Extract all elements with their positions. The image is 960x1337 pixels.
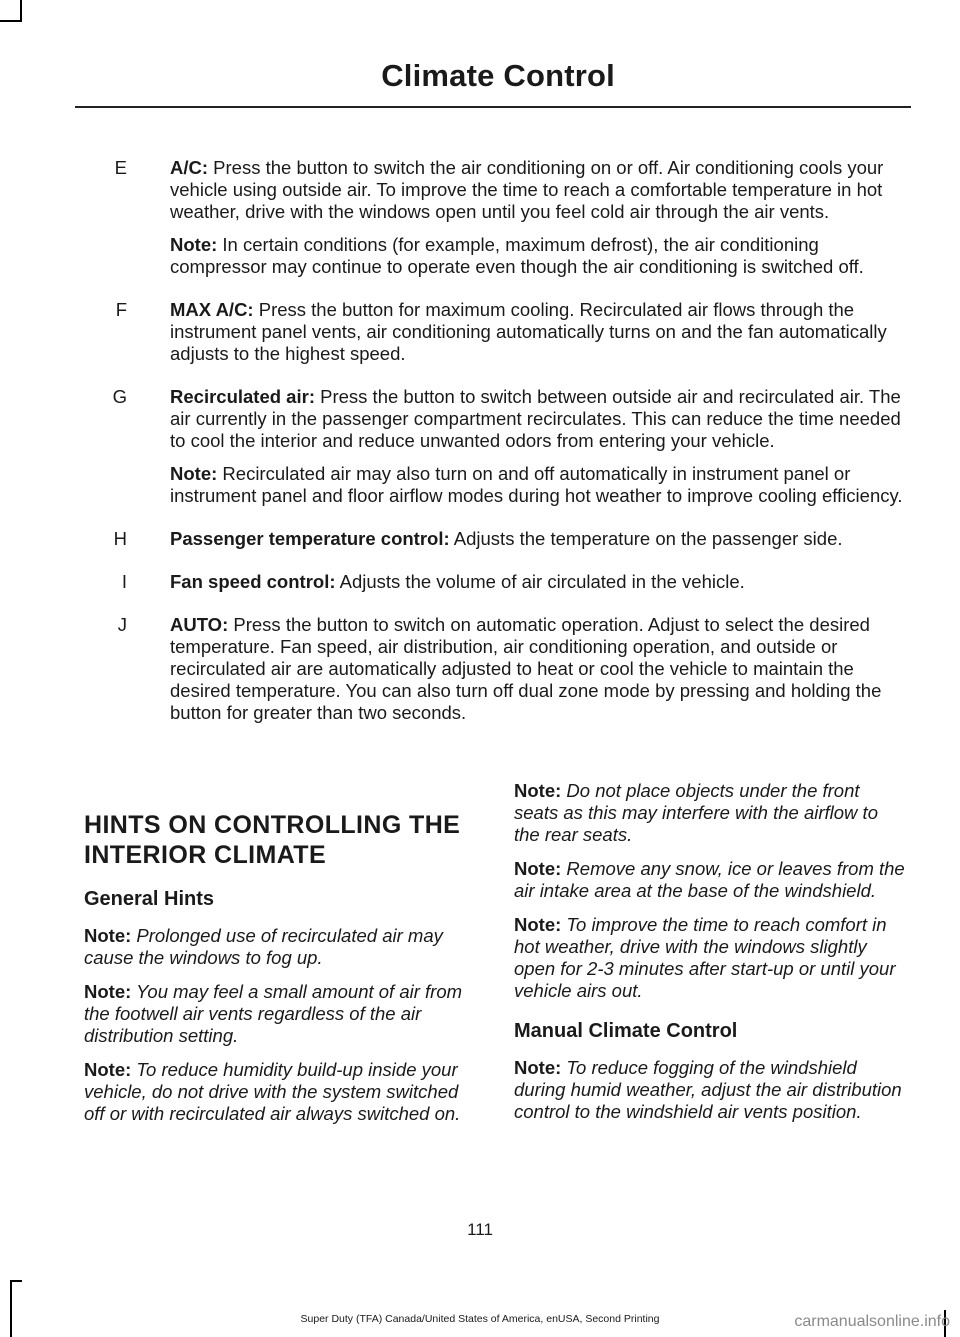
hint-note: Note: Prolonged use of recirculated air may cause the windows to fog up. <box>84 925 443 968</box>
watermark: carmanualsonline.info <box>794 1313 950 1330</box>
page-title: Climate Control <box>381 58 615 93</box>
item-letter: H <box>113 528 127 549</box>
list-item <box>84 528 904 561</box>
hint-note: Note: To reduce humidity build-up inside your vehicle, do not drive with the system switched off or with recirculated air always switched on. <box>84 1059 461 1124</box>
crop-mark-top-left <box>0 20 22 22</box>
item-paragraph: A/C: Press the button to switch the air conditioning on or off. Air conditioning cools your vehicle using outside air. To improve the time to reach a comfortable temperature in hot weather, drive with the windows open until you feel cold air through the air vents. <box>170 157 884 222</box>
footer-text: Super Duty (TFA) Canada/United States of America, enUSA, Second Printing <box>300 1313 660 1325</box>
section-heading: HINTS ON CONTROLLING THE INTERIOR CLIMATE <box>84 811 461 869</box>
header-divider <box>75 106 911 108</box>
hint-note: Note: Remove any snow, ice or leaves from the air intake area at the base of the windshield. <box>514 858 905 901</box>
crop-mark-bottom-left <box>10 1280 22 1282</box>
item-letter: I <box>121 571 127 592</box>
list-item <box>84 386 904 518</box>
item-paragraph: AUTO: Press the button to switch on automatic operation. Adjust to select the desired temperature. Fan speed, air distribution, air conditioning operation, and outside or recirculated air are automatically adjusted to heat or cool the vehicle to maintain the desired temperature. You can also turn off dual zone mode by pressing and holding the button for greater than two seconds. <box>170 614 882 723</box>
item-paragraph: Passenger temperature control: Adjusts the temperature on the passenger side. <box>170 528 843 549</box>
item-letter: E <box>114 157 127 178</box>
item-note: Note: In certain conditions (for example, maximum defrost), the air conditioning compressor may continue to operate even though the air conditioning is switched off. <box>170 234 864 277</box>
list-item <box>84 157 904 289</box>
item-letter: G <box>112 386 127 407</box>
left-column <box>84 780 476 1137</box>
crop-mark-bottom-left <box>10 1280 12 1337</box>
subheading-manual-climate-control: Manual Climate Control <box>514 1020 738 1042</box>
item-paragraph: MAX A/C: Press the button for maximum cooling. Recirculated air flows through the instrument panel vents, air conditioning automatically turns on and the fan automatically adjusts to the highest speed. <box>170 299 887 364</box>
hint-note: Note: To improve the time to reach comfort in hot weather, drive with the windows slightly open for 2-3 minutes after start-up or until your vehicle airs out. <box>514 914 896 1001</box>
hint-note: Note: You may feel a small amount of air from the footwell air vents regardless of the air distribution setting. <box>84 981 463 1046</box>
list-item <box>84 571 904 604</box>
hint-note: Note: To reduce fogging of the windshield during humid weather, adjust the air distribution control to the windshield air vents position. <box>514 1057 902 1122</box>
item-letter: F <box>115 299 127 320</box>
item-note: Note: Recirculated air may also turn on and off automatically in instrument panel or instrument panel and floor airflow modes during hot weather to improve cooling efficiency. <box>170 463 903 506</box>
subheading-general-hints: General Hints <box>84 888 215 910</box>
list-item <box>84 614 904 735</box>
item-paragraph: Fan speed control: Adjusts the volume of air circulated in the vehicle. <box>170 571 745 592</box>
crop-mark-top-left <box>20 0 22 22</box>
item-paragraph: Recirculated air: Press the button to switch between outside air and recirculated air. The air currently in the passenger compartment recirculates. This can reduce the time needed to cool the interior and reduce unwanted odors from entering your vehicle. <box>170 386 901 451</box>
right-column <box>514 780 906 1135</box>
item-letter: J <box>117 614 127 635</box>
page-number: 111 <box>467 1220 493 1239</box>
control-descriptions <box>84 157 904 745</box>
list-item <box>84 299 904 376</box>
hint-note: Note: Do not place objects under the front seats as this may interfere with the airflow to the rear seats. <box>514 780 878 845</box>
